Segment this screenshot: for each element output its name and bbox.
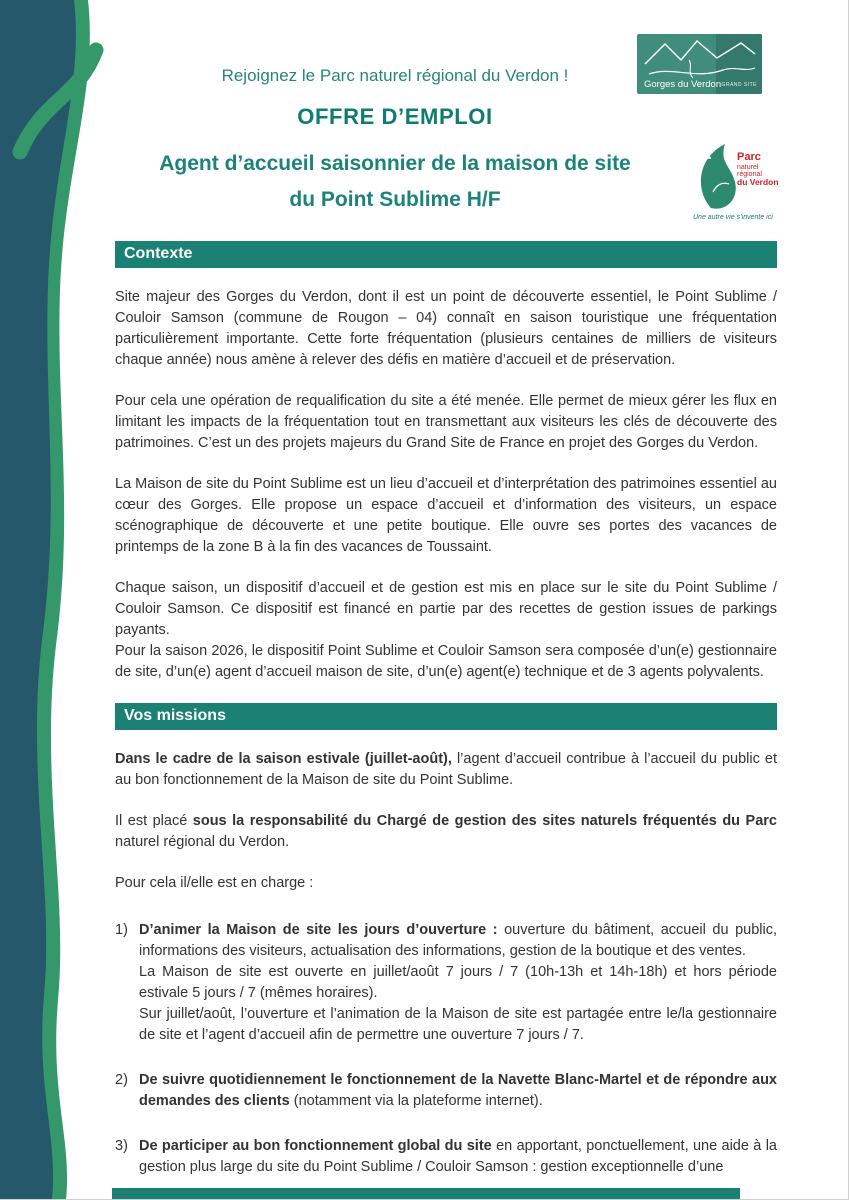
paragraph-contexte-1: Site majeur des Gorges du Verdon, dont il est un point de découverte essentiel, le Point Sublime / Couloir Samson (commune de Rougon – 04) connaît en saison touristique une fréquentation particulièrement importante. Cette forte fréquentation (plusieurs centaines de milliers de visiteurs chaque année) nous amène à relever des défis en matière d’accueil et de préservation. xyxy=(115,289,777,368)
item-2-number: 2) xyxy=(115,1072,128,1088)
gorges-logo-caption: Gorges du Verdon xyxy=(644,79,722,90)
mission-item-3 xyxy=(115,1136,777,1178)
parc-logo-name xyxy=(737,152,779,187)
item-2-rest: (notamment via la plateforme internet). xyxy=(293,1093,543,1109)
item-1-number: 1) xyxy=(115,922,128,938)
item-2-text xyxy=(139,1070,777,1112)
intro2-bold: sous la responsabilité du Chargé de gestion des sites naturels fréquentés du Parc xyxy=(192,813,777,829)
job-title-line1: Agent d’accueil saisonnier de la maison de site xyxy=(159,152,631,175)
intro2-pre: Il est placé xyxy=(115,813,193,829)
paragraph-missions-intro1 xyxy=(115,749,777,791)
item-1-rest: ouverture du bâtiment, accueil du public, informations des visiteurs, actualisation des informations, gestion de la boutique et des ventes. xyxy=(139,922,777,959)
decorative-side-band xyxy=(0,0,110,1200)
parc-name-line4: du Verdon xyxy=(737,177,779,188)
parc-name-line3: régional xyxy=(737,170,762,178)
paragraph-missions-intro3: Pour cela il/elle est en charge : xyxy=(115,875,314,891)
job-title-line2: du Point Sublime H/F xyxy=(289,188,501,211)
parc-verdon-logo xyxy=(693,138,785,221)
paragraph-contexte-4 xyxy=(115,578,777,683)
document-body xyxy=(115,241,777,1200)
item-3-rest: en apportant, ponctuellement, une aide à la gestion plus large du site du Point Sublime / Couloir Samson : gestion exceptionnelle d’une xyxy=(139,1138,777,1175)
footer-bar xyxy=(112,1188,740,1200)
item-1-line2: La Maison de site est ouverte en juillet/août 7 jours / 7 (10h-13h et 14h-18h) et hors période estivale 5 jours / 7 (mêmes horaires). xyxy=(139,964,777,1001)
mission-item-1 xyxy=(115,920,777,1046)
item-3-bold: De participer au bon fonctionnement global du site xyxy=(139,1138,492,1154)
section-header-missions: Vos missions xyxy=(115,703,777,730)
item-1-bold: D’animer la Maison de site les jours d’ouverture : xyxy=(139,922,498,938)
document-header xyxy=(115,66,675,218)
tagline: Rejoignez le Parc naturel régional du Verdon ! xyxy=(221,66,569,85)
paragraph-missions-intro2 xyxy=(115,811,777,853)
parc-logo-tagline: Une autre vie s’invente ici xyxy=(693,214,773,221)
item-3-text xyxy=(139,1136,777,1178)
paragraph-contexte-4b: Pour la saison 2026, le dispositif Point Sublime et Couloir Samson sera composée d’un(e) gestionnaire de site, d’un(e) agent d’accueil maison de site, d’un(e) agent(e) technique et de 3 agents polyvalents. xyxy=(115,643,777,680)
grand-site-badge: GRAND SITE xyxy=(721,82,757,88)
mission-item-2 xyxy=(115,1070,777,1112)
paragraph-contexte-4a: Chaque saison, un dispositif d’accueil et de gestion est mis en place sur le site du Point Sublime / Couloir Samson. Ce dispositif est financé en partie par des recettes de gestion issues de parkings payants. xyxy=(115,580,777,638)
intro2-rest: naturel régional du Verdon. xyxy=(115,834,290,850)
paragraph-contexte-2: Pour cela une opération de requalification du site a été menée. Elle permet de mieux gérer les flux en limitant les impacts de la fréquentation tout en transmettant aux visiteurs les clés de découverte des patrimoines. C’est un des projets majeurs du Grand Site de France en projet des Gorges du Verdon. xyxy=(115,393,777,451)
parc-bird-icon xyxy=(693,138,739,212)
item-2-bold: De suivre quotidiennement le fonctionnement de la Navette Blanc-Martel et de répondre aux demandes des clients xyxy=(139,1072,777,1109)
offer-title: OFFRE D’EMPLOI xyxy=(297,104,493,129)
item-3-number: 3) xyxy=(115,1138,128,1154)
intro1-rest: l’agent d’accueil contribue à l’accueil du public et au bon fonctionnement de la Maison de site du Point Sublime. xyxy=(115,751,778,788)
paragraph-contexte-3: La Maison de site du Point Sublime est un lieu d’accueil et d’interprétation des patrimoines essentiel au cœur des Gorges. Elle propose un espace d’accueil et d’information des visiteurs, un espace scénographique de découverte et une petite boutique. Elle ouvre ses portes des vacances de printemps de la zone B à la fin des vacances de Toussaint. xyxy=(115,476,777,555)
item-1-text xyxy=(139,920,777,1046)
section-header-contexte: Contexte xyxy=(115,241,777,268)
item-1-line3: Sur juillet/août, l’ouverture et l’animation de la Maison de site est partagée entre le/la gestionnaire de site et l’agent d’accueil afin de permettre une ouverture 7 jours / 7. xyxy=(139,1006,777,1043)
parc-name-line1: Parc xyxy=(737,151,761,163)
parc-name-line2: naturel xyxy=(737,163,759,171)
intro1-bold: Dans le cadre de la saison estivale (juillet-août), xyxy=(115,751,452,767)
job-title xyxy=(115,146,675,218)
